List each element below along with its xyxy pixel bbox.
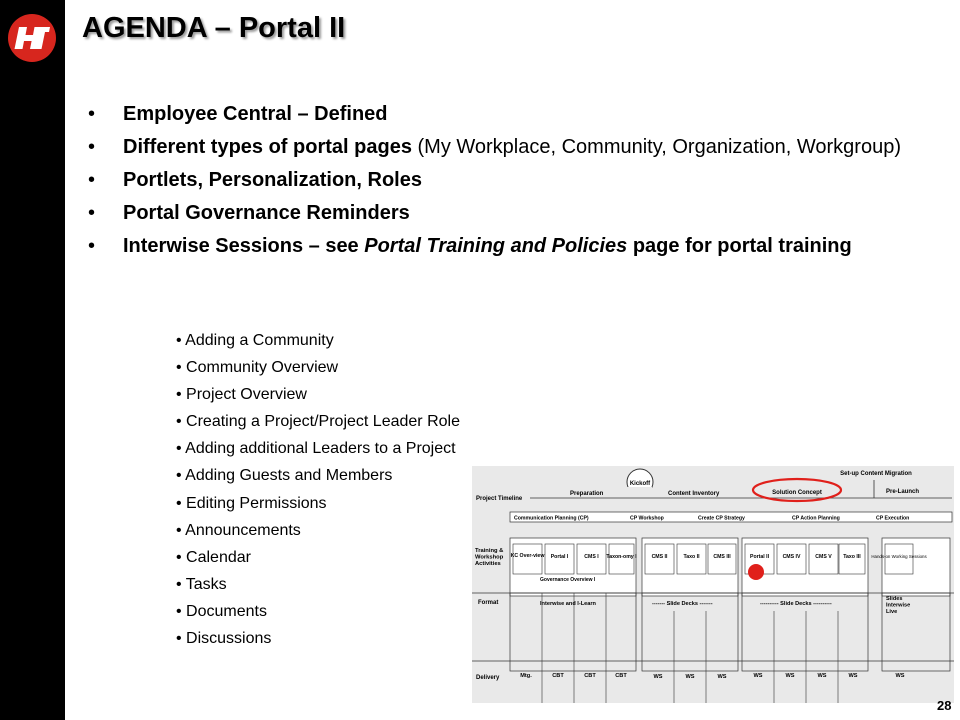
kc-overview-box <box>513 544 542 574</box>
cp-execution-label: CP Execution <box>876 515 910 522</box>
session-item-label: Calendar <box>186 548 251 566</box>
session-item: • Adding a Community <box>176 332 334 349</box>
delivery-item: WS <box>848 673 858 679</box>
sidebar-bar <box>0 0 65 720</box>
session-item-label: Documents <box>186 602 267 620</box>
bullet-icon: • <box>88 136 96 158</box>
delivery-item: WS <box>785 673 795 679</box>
session-item-label: Creating a Project/Project Leader Role <box>186 413 460 431</box>
session-item: • Creating a Project/Project Leader Role <box>176 413 460 431</box>
cms-5-label: CMS V <box>815 554 832 560</box>
slide-title: AGENDA – Portal II <box>82 12 346 44</box>
agenda-item-text: Employee Central – Defined <box>123 103 388 125</box>
agenda-item-link-text: Portal Training and Policies <box>364 235 628 257</box>
training-label: Training & Workshop Activities <box>475 548 504 567</box>
bullet-icon: • <box>88 103 96 125</box>
cp-label: Communication Planning (CP) <box>514 515 589 522</box>
delivery-label: Delivery <box>476 675 500 681</box>
session-item-label: Project Overview <box>186 386 307 404</box>
cp-workshop-label: CP Workshop <box>630 515 664 522</box>
session-item-label: Adding Guests and Members <box>185 467 393 485</box>
agenda-item-text: Portal Governance Reminders <box>123 202 410 224</box>
format-label: Format <box>478 600 499 606</box>
delivery-item: WS <box>685 674 695 680</box>
session-item: • Community Overview <box>176 359 339 377</box>
delivery-item: Mtg. <box>520 673 532 679</box>
agenda-item-text: Different types of portal pages <box>123 136 412 158</box>
session-item: • Adding additional Leaders to a Project <box>176 440 456 458</box>
cms-3-label: CMS III <box>713 554 731 560</box>
format-live-label: Slides Interwise Live <box>886 596 911 615</box>
agenda-item <box>88 101 928 127</box>
content-inventory-label: Content Inventory <box>668 491 720 497</box>
session-item-label: Adding additional Leaders to a Project <box>185 440 456 458</box>
company-logo <box>8 14 56 62</box>
pre-launch-label: Pre-Launch <box>886 489 920 495</box>
cms-4-label: CMS IV <box>782 554 801 560</box>
session-list <box>176 329 460 654</box>
delivery-item: CBT <box>584 673 596 679</box>
hands-on-label: Hands-on Working Sessions <box>871 554 927 559</box>
delivery-item: WS <box>653 674 663 680</box>
bullet-icon: • <box>88 235 96 257</box>
agenda-item-text: Portlets, Personalization, Roles <box>123 169 422 191</box>
portal-1-label: Portal I <box>550 554 569 560</box>
preparation-label: Preparation <box>570 491 604 497</box>
session-item-label: Community Overview <box>186 359 339 377</box>
format-slides-2-label: ---------- Slide Decks ---------- <box>760 601 832 607</box>
cms-1-label: CMS I <box>584 554 599 560</box>
cms-2-label: CMS II <box>651 554 668 560</box>
agenda-item <box>88 134 928 160</box>
session-item: • Documents <box>176 602 267 620</box>
agenda-item <box>88 200 928 226</box>
session-item-label: Discussions <box>186 630 272 648</box>
hands-on-box <box>885 544 913 574</box>
portal-2-label: Portal II <box>749 554 770 560</box>
session-item-label: Tasks <box>185 575 227 593</box>
delivery-item: WS <box>817 673 827 679</box>
agenda-list <box>88 101 928 266</box>
project-timeline-label: Project Timeline <box>476 496 523 502</box>
agenda-item <box>88 233 928 259</box>
solution-concept-label: Solution Concept <box>772 490 822 496</box>
governance-label: Governance Overview I <box>540 577 596 583</box>
session-item: • Project Overview <box>176 386 307 404</box>
cp-action-label: CP Action Planning <box>792 515 840 522</box>
delivery-item: CBT <box>552 673 564 679</box>
agenda-item-text-end: page for portal training <box>627 235 852 257</box>
cp-strategy-label: Create CP Strategy <box>698 515 745 522</box>
session-item: • Announcements <box>176 521 301 539</box>
session-item: • Tasks <box>176 575 227 593</box>
taxo-3-label: Taxo III <box>843 554 861 560</box>
project-timeline-diagram <box>472 466 954 703</box>
kc-overview-label: KC Over-view <box>510 553 545 559</box>
agenda-item-text: Interwise Sessions – see <box>123 235 365 257</box>
bullet-icon: • <box>88 202 96 224</box>
session-item-label: Announcements <box>185 521 301 539</box>
taxo-2-label: Taxo II <box>683 554 700 560</box>
session-item: • Editing Permissions <box>176 494 327 512</box>
kickoff-label: Kickoff <box>629 481 651 487</box>
setup-migration-label: Set-up Content Migration <box>840 471 912 477</box>
agenda-item <box>88 167 928 193</box>
logo-mark-icon <box>8 14 56 62</box>
delivery-item: WS <box>895 673 905 679</box>
session-item: • Calendar <box>176 548 251 566</box>
agenda-item-detail: (My Workplace, Community, Organization, Workgroup) <box>411 136 901 158</box>
delivery-item: CBT <box>615 673 627 679</box>
format-interwise-label: Interwise and I-Learn <box>540 601 596 607</box>
format-slides-1-label: ------- Slide Decks ------- <box>652 601 713 607</box>
session-item: • Discussions <box>176 630 272 648</box>
taxonomy-1-label: Taxon-omy I <box>606 554 637 560</box>
current-session-marker <box>748 564 764 580</box>
bullet-icon: • <box>88 169 96 191</box>
delivery-item: WS <box>753 673 763 679</box>
session-item-label: Editing Permissions <box>186 494 327 512</box>
page-number: 28 <box>937 698 952 713</box>
session-item-label: Adding a Community <box>185 332 334 349</box>
delivery-item: WS <box>717 674 727 680</box>
session-item: • Adding Guests and Members <box>176 467 393 485</box>
